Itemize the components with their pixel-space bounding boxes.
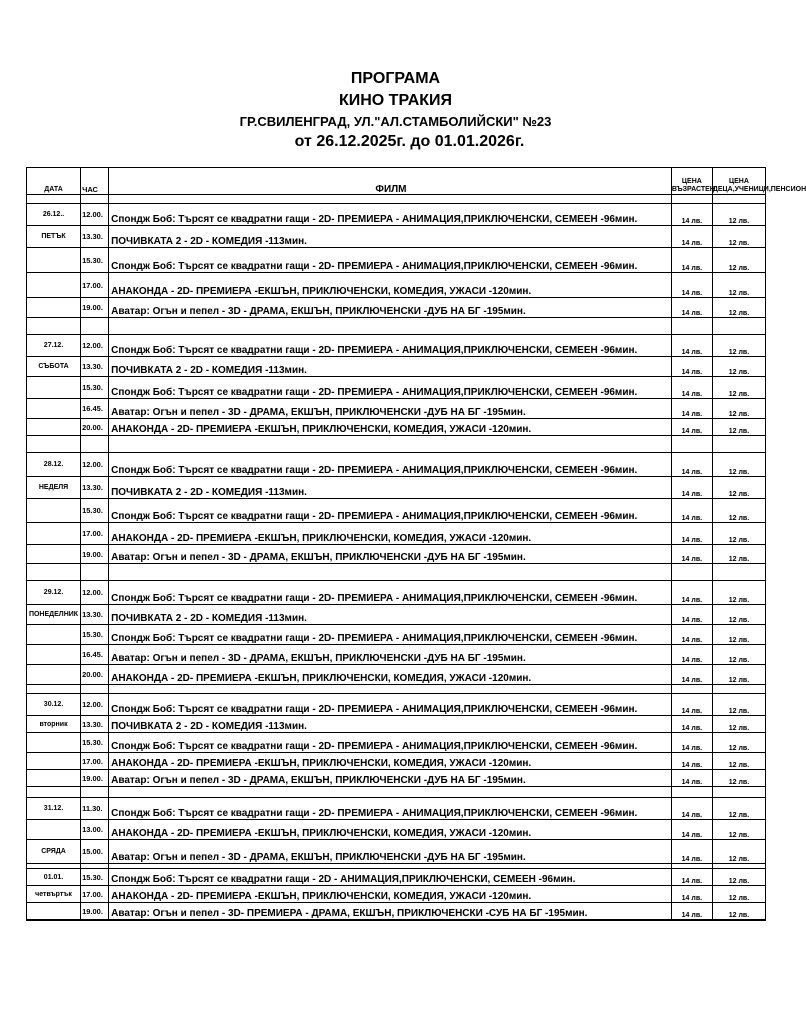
price-child-cell: 12 лв. <box>712 335 765 357</box>
price-child-cell: 12 лв. <box>712 499 765 523</box>
date-cell: 27.12. <box>27 335 81 357</box>
price-adult-cell: 14 лв. <box>671 581 712 605</box>
date-cell: 30.12. <box>27 694 81 716</box>
screening-row <box>27 753 766 770</box>
date-cell: СРЯДА <box>27 840 81 864</box>
price-child-cell: 12 лв. <box>712 298 765 318</box>
screening-row <box>27 733 766 753</box>
price-adult-cell: 14 лв. <box>671 903 712 920</box>
price-adult-cell: 14 лв. <box>671 886 712 903</box>
price-child-cell: 12 лв. <box>712 377 765 399</box>
price-child-cell: 12 лв. <box>712 419 765 436</box>
separator-row <box>27 564 766 581</box>
film-cell: АНАКОНДА - 2D- ПРЕМИЕРА -ЕКШЪН, ПРИКЛЮЧЕНСКИ, КОМЕДИЯ, УЖАСИ -120мин. <box>109 419 672 436</box>
column-header-price-child-label: ЦЕНА ДЕЦА,УЧЕНИЦИ,ПЕНСИОН <box>712 178 806 193</box>
time-cell: 17.00. <box>81 523 109 545</box>
film-cell: Спондж Боб: Търсят се квадратни гащи - 2D- ПРЕМИЕРА - АНИМАЦИЯ,ПРИКЛЮЧЕНСКИ, СЕМЕЕН -96мин. <box>109 248 672 273</box>
film-cell: АНАКОНДА - 2D- ПРЕМИЕРА -ЕКШЪН, ПРИКЛЮЧЕНСКИ, КОМЕДИЯ, УЖАСИ -120мин. <box>109 753 672 770</box>
separator-cell <box>81 564 109 581</box>
separator-cell <box>109 787 672 798</box>
price-adult-cell: 14 лв. <box>671 545 712 564</box>
date-cell <box>27 753 81 770</box>
separator-row <box>27 920 766 921</box>
screening-row <box>27 226 766 248</box>
price-child-cell: 12 лв. <box>712 716 765 733</box>
price-adult-cell: 14 лв. <box>671 733 712 753</box>
price-child-cell: 12 лв. <box>712 399 765 419</box>
film-cell: Аватар: Огън и пепел - 3D - ДРАМА, ЕКШЪН, ПРИКЛЮЧЕНСКИ -ДУБ НА БГ -195мин. <box>109 840 672 864</box>
price-child-cell: 12 лв. <box>712 545 765 564</box>
separator-cell <box>712 685 765 694</box>
separator-cell <box>81 787 109 798</box>
price-child-cell: 12 лв. <box>712 477 765 499</box>
time-cell: 19.00. <box>81 903 109 920</box>
separator-cell <box>27 685 81 694</box>
film-cell: Аватар: Огън и пепел - 3D - ДРАМА, ЕКШЪН, ПРИКЛЮЧЕНСКИ -ДУБ НА БГ -195мин. <box>109 770 672 787</box>
film-cell: Спондж Боб: Търсят се квадратни гащи - 2D- ПРЕМИЕРА - АНИМАЦИЯ,ПРИКЛЮЧЕНСКИ, СЕМЕЕН -96мин. <box>109 453 672 477</box>
price-adult-cell: 14 лв. <box>671 753 712 770</box>
price-child-cell: 12 лв. <box>712 798 765 820</box>
date-cell <box>27 665 81 685</box>
film-cell: ПОЧИВКАТА 2 - 2D - КОМЕДИЯ -113мин. <box>109 357 672 377</box>
separator-cell <box>81 920 109 921</box>
separator-cell <box>27 318 81 335</box>
screening-row <box>27 645 766 665</box>
date-cell <box>27 545 81 564</box>
film-cell: Спондж Боб: Търсят се квадратни гащи - 2D- ПРЕМИЕРА - АНИМАЦИЯ,ПРИКЛЮЧЕНСКИ, СЕМЕЕН -96мин. <box>109 694 672 716</box>
screening-row <box>27 477 766 499</box>
price-adult-cell: 14 лв. <box>671 605 712 625</box>
film-cell: АНАКОНДА - 2D- ПРЕМИЕРА -ЕКШЪН, ПРИКЛЮЧЕНСКИ, КОМЕДИЯ, УЖАСИ -120мин. <box>109 886 672 903</box>
date-cell: четвъртък <box>27 886 81 903</box>
column-header-time: ЧАС <box>81 168 109 195</box>
time-cell: 15.30. <box>81 625 109 645</box>
price-adult-cell: 14 лв. <box>671 419 712 436</box>
date-cell <box>27 298 81 318</box>
screening-row <box>27 840 766 864</box>
screening-row <box>27 523 766 545</box>
separator-row <box>27 685 766 694</box>
price-adult-cell: 14 лв. <box>671 523 712 545</box>
price-child-cell: 12 лв. <box>712 733 765 753</box>
separator-cell <box>109 195 672 204</box>
price-adult-cell: 14 лв. <box>671 645 712 665</box>
price-child-cell: 12 лв. <box>712 753 765 770</box>
separator-cell <box>27 920 81 921</box>
price-adult-cell: 14 лв. <box>671 499 712 523</box>
date-cell <box>27 645 81 665</box>
time-cell: 19.00. <box>81 298 109 318</box>
separator-cell <box>671 564 712 581</box>
date-cell: 28.12. <box>27 453 81 477</box>
date-cell: 29.12. <box>27 581 81 605</box>
date-cell <box>27 625 81 645</box>
separator-cell <box>109 318 672 335</box>
date-cell <box>27 770 81 787</box>
price-child-cell: 12 лв. <box>712 820 765 840</box>
price-child-cell: 12 лв. <box>712 248 765 273</box>
film-cell: ПОЧИВКАТА 2 - 2D - КОМЕДИЯ -113мин. <box>109 605 672 625</box>
price-adult-cell: 14 лв. <box>671 453 712 477</box>
date-cell <box>27 248 81 273</box>
price-child-cell: 12 лв. <box>712 886 765 903</box>
price-child-cell: 12 лв. <box>712 453 765 477</box>
separator-cell <box>27 436 81 453</box>
time-cell: 12.00. <box>81 581 109 605</box>
separator-row <box>27 318 766 335</box>
date-cell <box>27 399 81 419</box>
film-cell: АНАКОНДА - 2D- ПРЕМИЕРА -ЕКШЪН, ПРИКЛЮЧЕНСКИ, КОМЕДИЯ, УЖАСИ -120мин. <box>109 665 672 685</box>
film-cell: Аватар: Огън и пепел - 3D- ПРЕМИЕРА - ДРАМА, ЕКШЪН, ПРИКЛЮЧЕНСКИ -СУБ НА БГ -195мин. <box>109 903 672 920</box>
price-child-cell: 12 лв. <box>712 605 765 625</box>
column-header-film: ФИЛМ <box>109 168 672 195</box>
separator-cell <box>27 195 81 204</box>
price-child-cell: 12 лв. <box>712 523 765 545</box>
film-cell: ПОЧИВКАТА 2 - 2D - КОМЕДИЯ -113мин. <box>109 716 672 733</box>
screening-row <box>27 770 766 787</box>
separator-row <box>27 436 766 453</box>
time-cell: 13.30. <box>81 716 109 733</box>
price-adult-cell: 14 лв. <box>671 377 712 399</box>
time-cell: 20.00. <box>81 419 109 436</box>
film-cell: Спондж Боб: Търсят се квадратни гащи - 2D- ПРЕМИЕРА - АНИМАЦИЯ,ПРИКЛЮЧЕНСКИ, СЕМЕЕН -96мин. <box>109 377 672 399</box>
screening-row <box>27 273 766 298</box>
price-child-cell: 12 лв. <box>712 903 765 920</box>
film-cell: Спондж Боб: Търсят се квадратни гащи - 2D - АНИМАЦИЯ,ПРИКЛЮЧЕНСКИ, СЕМЕЕН -96мин. <box>109 869 672 886</box>
price-child-cell: 12 лв. <box>712 840 765 864</box>
film-cell: Аватар: Огън и пепел - 3D - ДРАМА, ЕКШЪН, ПРИКЛЮЧЕНСКИ -ДУБ НА БГ -195мин. <box>109 399 672 419</box>
film-cell: Аватар: Огън и пепел - 3D - ДРАМА, ЕКШЪН, ПРИКЛЮЧЕНСКИ -ДУБ НА БГ -195мин. <box>109 645 672 665</box>
time-cell: 16.45. <box>81 645 109 665</box>
date-cell <box>27 903 81 920</box>
date-cell: 01.01. <box>27 869 81 886</box>
film-cell: ПОЧИВКАТА 2 - 2D - КОМЕДИЯ -113мин. <box>109 226 672 248</box>
time-cell: 15.30. <box>81 377 109 399</box>
date-cell: 26.12.. <box>27 204 81 226</box>
separator-cell <box>81 685 109 694</box>
time-cell: 20.00. <box>81 665 109 685</box>
film-cell: Спондж Боб: Търсят се квадратни гащи - 2D- ПРЕМИЕРА - АНИМАЦИЯ,ПРИКЛЮЧЕНСКИ, СЕМЕЕН -96мин. <box>109 581 672 605</box>
film-cell: Спондж Боб: Търсят се квадратни гащи - 2D- ПРЕМИЕРА - АНИМАЦИЯ,ПРИКЛЮЧЕНСКИ, СЕМЕЕН -96мин. <box>109 798 672 820</box>
screening-row <box>27 453 766 477</box>
schedule-body <box>27 195 766 921</box>
date-cell: 31.12. <box>27 798 81 820</box>
date-cell: ПЕТЪК <box>27 226 81 248</box>
time-cell: 17.00. <box>81 273 109 298</box>
time-cell: 13.30. <box>81 357 109 377</box>
separator-row <box>27 195 766 204</box>
film-cell: АНАКОНДА - 2D- ПРЕМИЕРА -ЕКШЪН, ПРИКЛЮЧЕНСКИ, КОМЕДИЯ, УЖАСИ -120мин. <box>109 820 672 840</box>
screening-row <box>27 820 766 840</box>
separator-cell <box>671 318 712 335</box>
price-child-cell: 12 лв. <box>712 869 765 886</box>
price-adult-cell: 14 лв. <box>671 357 712 377</box>
screening-row <box>27 204 766 226</box>
film-cell: Спондж Боб: Търсят се квадратни гащи - 2D- ПРЕМИЕРА - АНИМАЦИЯ,ПРИКЛЮЧЕНСКИ, СЕМЕЕН -96мин. <box>109 733 672 753</box>
date-cell <box>27 419 81 436</box>
separator-cell <box>671 436 712 453</box>
film-cell: Спондж Боб: Търсят се квадратни гащи - 2D- ПРЕМИЕРА - АНИМАЦИЯ,ПРИКЛЮЧЕНСКИ, СЕМЕЕН -96мин. <box>109 625 672 645</box>
price-child-cell: 12 лв. <box>712 665 765 685</box>
time-cell: 15.00. <box>81 840 109 864</box>
date-cell: НЕДЕЛЯ <box>27 477 81 499</box>
schedule-period: от 26.12.2025г. до 01.01.2026г. <box>294 133 525 150</box>
screening-row <box>27 903 766 920</box>
separator-cell <box>712 318 765 335</box>
time-cell: 13.30. <box>81 477 109 499</box>
film-cell: Спондж Боб: Търсят се квадратни гащи - 2D- ПРЕМИЕРА - АНИМАЦИЯ,ПРИКЛЮЧЕНСКИ, СЕМЕЕН -96мин. <box>109 499 672 523</box>
film-cell: Аватар: Огън и пепел - 3D - ДРАМА, ЕКШЪН, ПРИКЛЮЧЕНСКИ -ДУБ НА БГ -195мин. <box>109 298 672 318</box>
document-title: ПРОГРАМА <box>350 70 441 87</box>
price-adult-cell: 14 лв. <box>671 298 712 318</box>
film-cell: Аватар: Огън и пепел - 3D - ДРАМА, ЕКШЪН, ПРИКЛЮЧЕНСКИ -ДУБ НА БГ -195мин. <box>109 545 672 564</box>
separator-cell <box>671 920 712 921</box>
cinema-name: КИНО ТРАКИЯ <box>338 92 453 109</box>
price-adult-cell: 14 лв. <box>671 248 712 273</box>
time-cell: 11.30. <box>81 798 109 820</box>
date-cell <box>27 733 81 753</box>
screening-row <box>27 694 766 716</box>
time-cell: 19.00. <box>81 545 109 564</box>
time-cell: 15.30. <box>81 499 109 523</box>
price-adult-cell: 14 лв. <box>671 204 712 226</box>
separator-cell <box>81 436 109 453</box>
separator-cell <box>712 564 765 581</box>
time-cell: 12.00. <box>81 335 109 357</box>
cinema-address: ГР.СВИЛЕНГРАД, УЛ."АЛ.СТАМБОЛИЙСКИ" №23 <box>239 114 552 129</box>
price-adult-cell: 14 лв. <box>671 226 712 248</box>
schedule-table <box>26 167 806 921</box>
price-adult-cell: 14 лв. <box>671 665 712 685</box>
price-child-cell: 12 лв. <box>712 645 765 665</box>
date-cell <box>27 273 81 298</box>
date-cell: ПОНЕДЕЛНИК <box>27 605 81 625</box>
price-child-cell: 12 лв. <box>712 581 765 605</box>
screening-row <box>27 886 766 903</box>
column-header-price-adult-label: ЦЕНА ВЪЗРАСТЕН <box>671 178 715 193</box>
time-cell: 15.30. <box>81 733 109 753</box>
time-cell: 13.30. <box>81 226 109 248</box>
film-cell: ПОЧИВКАТА 2 - 2D - КОМЕДИЯ -113мин. <box>109 477 672 499</box>
price-child-cell: 12 лв. <box>712 273 765 298</box>
separator-cell <box>712 436 765 453</box>
price-child-cell: 12 лв. <box>712 204 765 226</box>
time-cell: 12.00. <box>81 204 109 226</box>
price-child-cell: 12 лв. <box>712 226 765 248</box>
time-cell: 16.45. <box>81 399 109 419</box>
screening-row <box>27 545 766 564</box>
price-child-cell: 12 лв. <box>712 770 765 787</box>
column-header-date: ДАТА <box>27 168 81 195</box>
time-cell: 15.30. <box>81 248 109 273</box>
separator-cell <box>81 318 109 335</box>
separator-cell <box>109 436 672 453</box>
price-adult-cell: 14 лв. <box>671 694 712 716</box>
screening-row <box>27 298 766 318</box>
time-cell: 17.00. <box>81 753 109 770</box>
date-cell: вторник <box>27 716 81 733</box>
screening-row <box>27 335 766 357</box>
screening-row <box>27 625 766 645</box>
screening-row <box>27 798 766 820</box>
price-adult-cell: 14 лв. <box>671 820 712 840</box>
date-cell <box>27 820 81 840</box>
screening-row <box>27 605 766 625</box>
column-header-price-child <box>712 168 806 195</box>
price-child-cell: 12 лв. <box>712 625 765 645</box>
film-cell: Спондж Боб: Търсят се квадратни гащи - 2D- ПРЕМИЕРА - АНИМАЦИЯ,ПРИКЛЮЧЕНСКИ, СЕМЕЕН -96мин. <box>109 335 672 357</box>
price-adult-cell: 14 лв. <box>671 625 712 645</box>
separator-cell <box>712 195 765 204</box>
column-header-price-adult <box>671 168 715 195</box>
price-adult-cell: 14 лв. <box>671 840 712 864</box>
separator-cell <box>109 920 672 921</box>
separator-cell <box>671 195 712 204</box>
screening-row <box>27 419 766 436</box>
date-cell: СЪБОТА <box>27 357 81 377</box>
screening-row <box>27 357 766 377</box>
separator-cell <box>671 685 712 694</box>
price-adult-cell: 14 лв. <box>671 273 712 298</box>
table-header-row <box>27 168 766 195</box>
film-cell: АНАКОНДА - 2D- ПРЕМИЕРА -ЕКШЪН, ПРИКЛЮЧЕНСКИ, КОМЕДИЯ, УЖАСИ -120мин. <box>109 273 672 298</box>
price-child-cell: 12 лв. <box>712 357 765 377</box>
date-cell <box>27 523 81 545</box>
time-cell: 17.00. <box>81 886 109 903</box>
separator-cell <box>27 564 81 581</box>
price-adult-cell: 14 лв. <box>671 477 712 499</box>
separator-cell <box>109 685 672 694</box>
separator-cell <box>712 787 765 798</box>
separator-cell <box>27 787 81 798</box>
price-adult-cell: 14 лв. <box>671 869 712 886</box>
time-cell: 15.30. <box>81 869 109 886</box>
separator-cell <box>671 787 712 798</box>
separator-cell <box>712 920 765 921</box>
time-cell: 12.00. <box>81 694 109 716</box>
time-cell: 19.00. <box>81 770 109 787</box>
price-adult-cell: 14 лв. <box>671 716 712 733</box>
price-adult-cell: 14 лв. <box>671 770 712 787</box>
time-cell: 12.00. <box>81 453 109 477</box>
separator-cell <box>109 564 672 581</box>
price-adult-cell: 14 лв. <box>671 335 712 357</box>
date-cell <box>27 377 81 399</box>
screening-row <box>27 248 766 273</box>
price-adult-cell: 14 лв. <box>671 399 712 419</box>
screening-row <box>27 716 766 733</box>
film-cell: Спондж Боб: Търсят се квадратни гащи - 2D- ПРЕМИЕРА - АНИМАЦИЯ,ПРИКЛЮЧЕНСКИ, СЕМЕЕН -96мин. <box>109 204 672 226</box>
separator-row <box>27 787 766 798</box>
price-adult-cell: 14 лв. <box>671 798 712 820</box>
screening-row <box>27 499 766 523</box>
screening-row <box>27 399 766 419</box>
screening-row <box>27 665 766 685</box>
time-cell: 13.00. <box>81 820 109 840</box>
separator-cell <box>81 195 109 204</box>
time-cell: 13.30. <box>81 605 109 625</box>
screening-row <box>27 581 766 605</box>
screening-row <box>27 377 766 399</box>
screening-row <box>27 869 766 886</box>
film-cell: АНАКОНДА - 2D- ПРЕМИЕРА -ЕКШЪН, ПРИКЛЮЧЕНСКИ, КОМЕДИЯ, УЖАСИ -120мин. <box>109 523 672 545</box>
date-cell <box>27 499 81 523</box>
price-child-cell: 12 лв. <box>712 694 765 716</box>
